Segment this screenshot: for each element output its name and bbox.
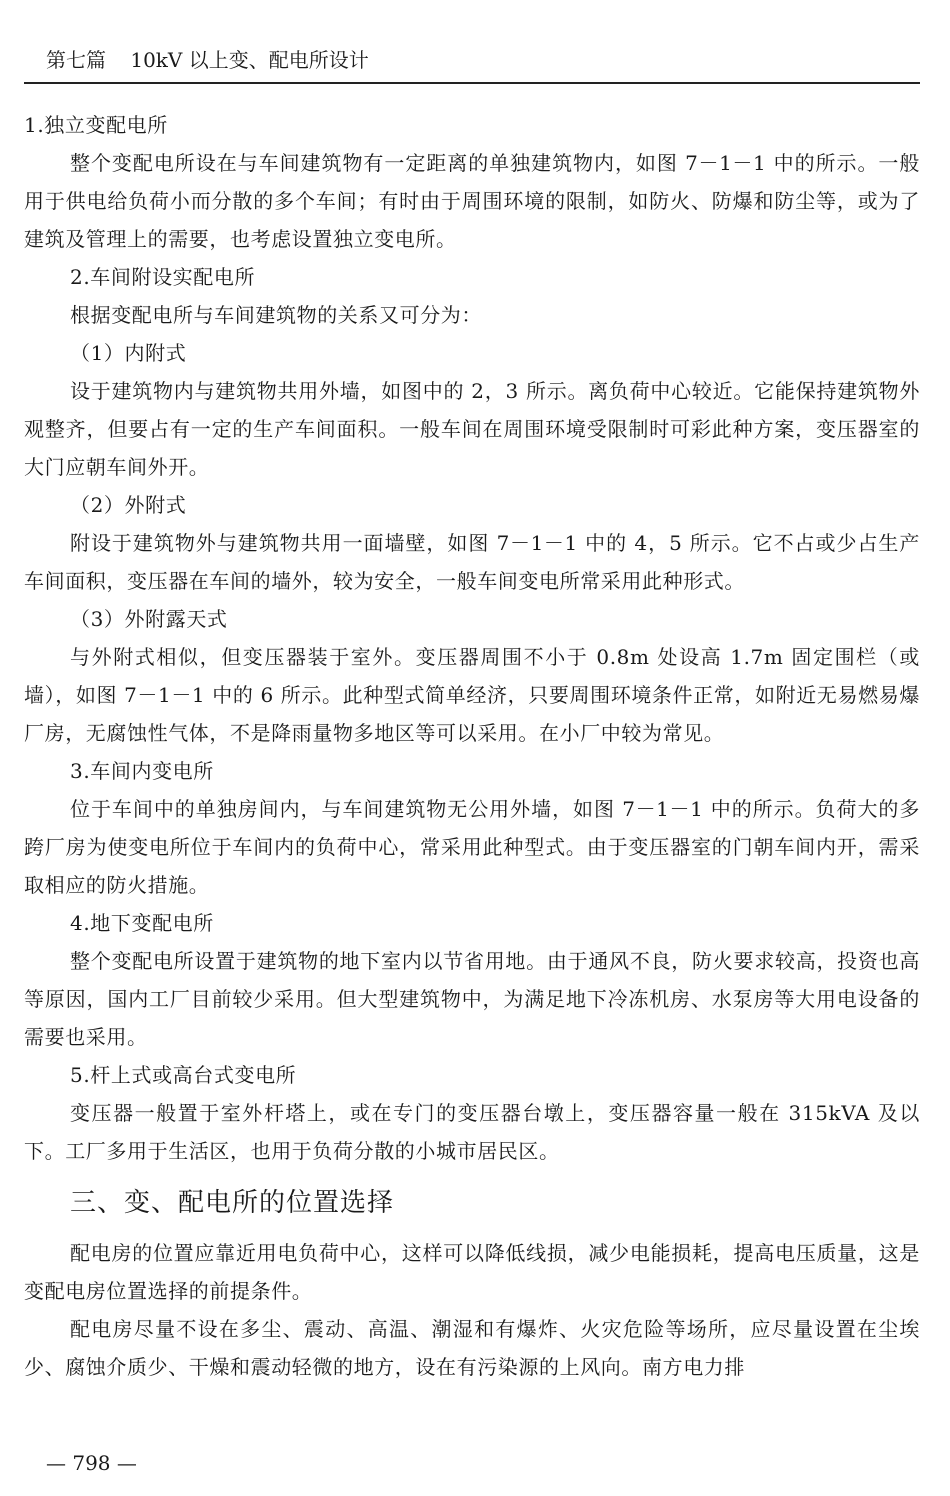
paragraph: 4.地下变配电所 [70, 911, 214, 935]
paragraph: 附设于建筑物外与建筑物共用一面墙壁，如图 7－1－1 中的 4，5 所示。它不占或少占生产车间面积，变压器在车间的墙外，较为安全，一般车间变电所常采用此种形式。 [24, 531, 920, 593]
paragraph: 配电房的位置应靠近用电负荷中心，这样可以降低线损，减少电能损耗，提高电压质量，这是变配电房位置选择的前提条件。 [24, 1241, 920, 1303]
paragraph: 1.独立变配电所 [24, 113, 168, 137]
running-header [24, 38, 920, 84]
paragraph: 5.杆上式或高台式变电所 [70, 1063, 297, 1087]
paragraph: 整个变配电所设置于建筑物的地下室内以节省用地。由于通风不良，防火要求较高，投资也高等原因，国内工厂目前较少采用。但大型建筑物中，为满足地下冷冻机房、水泵房等大用电设备的需要也采用。 [24, 949, 920, 1049]
paragraph: 3.车间内变电所 [70, 759, 214, 783]
paragraph: （3）外附露天式 [70, 607, 228, 631]
chapter-title: 10kV 以上变、配电所设计 [130, 48, 369, 72]
paragraph-group-1 [24, 106, 920, 1170]
paragraph: 位于车间中的单独房间内，与车间建筑物无公用外墙，如图 7－1－1 中的所示。负荷大的多跨厂房为使变电所位于车间内的负荷中心，常采用此种型式。由于变压器室的门朝车间内开，需采取相应的防火措施。 [24, 797, 920, 897]
paragraph: （2）外附式 [70, 493, 187, 517]
paragraph: （1）内附式 [70, 341, 187, 365]
body-text [24, 106, 920, 1386]
paragraph: 2.车间附设实配电所 [70, 265, 256, 289]
paragraph: 配电房尽量不设在多尘、震动、高温、潮湿和有爆炸、火灾危险等场所，应尽量设置在尘埃少、腐蚀介质少、干燥和震动轻微的地方，设在有污染源的上风向。南方电力排 [24, 1317, 920, 1379]
paragraph: 变压器一般置于室外杆塔上，或在专门的变压器台墩上，变压器容量一般在 315kVA 及以下。工厂多用于生活区，也用于负荷分散的小城市居民区。 [24, 1101, 920, 1163]
page-number: — 798 — [46, 1451, 137, 1475]
chapter-label: 第七篇 [46, 48, 106, 72]
paragraph: 根据变配电所与车间建筑物的关系又可分为： [70, 303, 482, 327]
section-heading: 三、变、配电所的位置选择 [70, 1188, 395, 1218]
paragraph-group-2 [24, 1234, 920, 1386]
paragraph: 与外附式相似，但变压器装于室外。变压器周围不小于 0.8m 处设高 1.7m 固定围栏（或墙），如图 7－1－1 中的 6 所示。此种型式简单经济，只要周围环境条件正常，如附近无易燃易爆厂房，无腐蚀性气体，不是降雨量物多地区等可以采用。在小厂中较为常见。 [24, 645, 920, 745]
paragraph: 设于建筑物内与建筑物共用外墙，如图中的 2，3 所示。离负荷中心较近。它能保持建筑物外观整齐，但要占有一定的生产车间面积。一般车间在周围环境受限制时可彩此种方案，变压器室的大门应朝车间外开。 [24, 379, 920, 479]
paragraph: 整个变配电所设在与车间建筑物有一定距离的单独建筑物内，如图 7－1－1 中的所示。一般用于供电给负荷小而分散的多个车间；有时由于周围环境的限制，如防火、防爆和防尘等，或为了建筑及管理上的需要，也考虑设置独立变电所。 [24, 151, 920, 251]
